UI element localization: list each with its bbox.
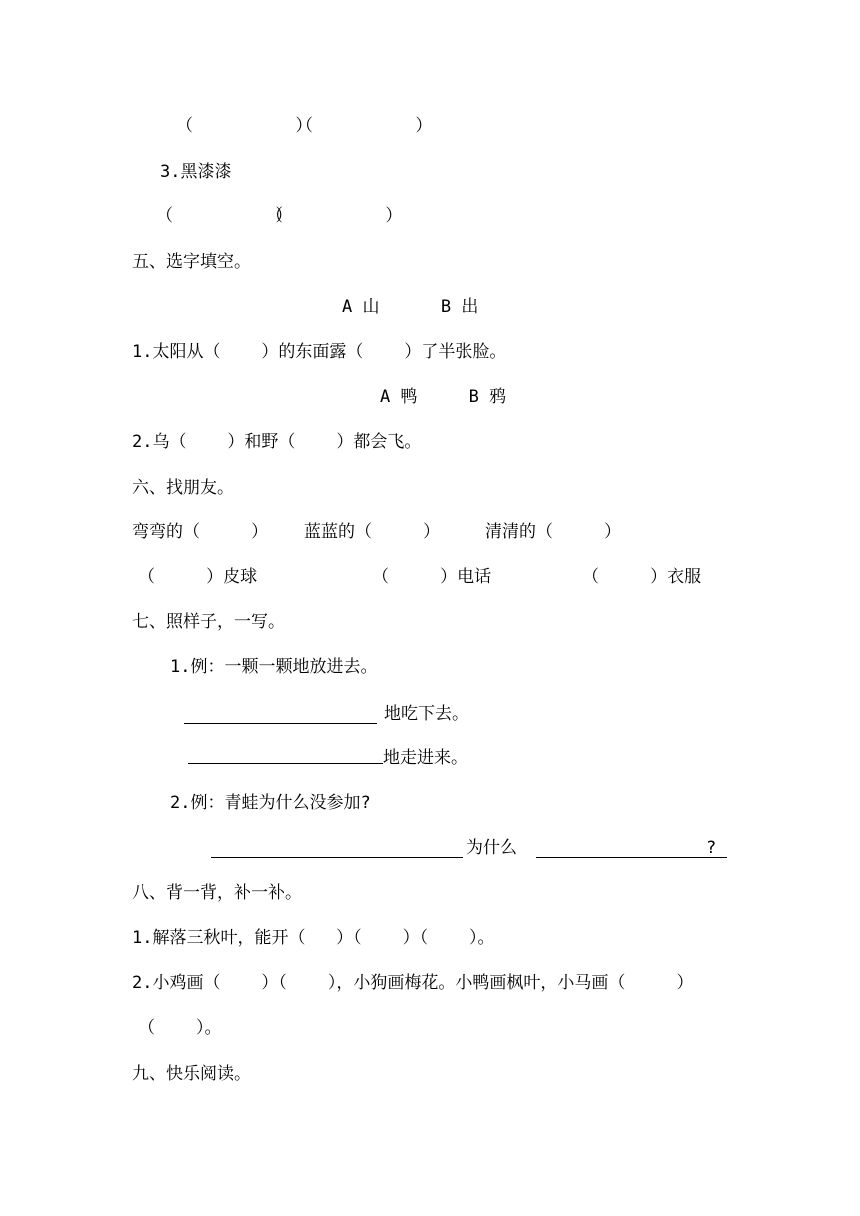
blank-pair-b: （ ） bbox=[296, 116, 433, 136]
answer-line bbox=[188, 763, 383, 764]
section-7-heading: 七、照样子，一写。 bbox=[132, 612, 285, 632]
section-5-heading: 五、选字填空。 bbox=[132, 252, 251, 272]
example-1-line1-suffix: 地吃下去。 bbox=[384, 704, 469, 724]
example-2-end: ? bbox=[706, 838, 717, 858]
item-3-blank-b: （ ） bbox=[266, 206, 403, 226]
q1-options: A 山 B 出 bbox=[342, 297, 479, 317]
answer-line bbox=[184, 723, 377, 724]
q2-options: A 鸭 B 鸦 bbox=[380, 387, 507, 407]
example-2-middle: 为什么 bbox=[466, 838, 517, 858]
match-right-3: （ ）衣服 bbox=[582, 567, 702, 587]
item-3-label: 3.黑漆漆 bbox=[160, 162, 232, 182]
section-9-heading: 九、快乐阅读。 bbox=[132, 1064, 251, 1084]
example-1-line2-suffix: 地走进来。 bbox=[383, 748, 468, 768]
example-2: 2.例：青蛙为什么没参加? bbox=[170, 793, 371, 813]
match-left-1: 弯弯的（ ） bbox=[132, 522, 269, 542]
poem-q2-continued: （ ）。 bbox=[138, 1018, 222, 1038]
q1-sentence: 1.太阳从（ ）的东面露（ ）了半张脸。 bbox=[132, 342, 507, 362]
blank-pair-a: （ ） bbox=[176, 116, 313, 136]
answer-line bbox=[536, 857, 727, 858]
answer-line bbox=[211, 857, 463, 858]
match-left-3: 清清的（ ） bbox=[485, 522, 622, 542]
section-6-heading: 六、找朋友。 bbox=[132, 478, 234, 498]
poem-q2: 2.小鸡画（ ）（ ），小狗画梅花。小鸭画枫叶，小马画（ ） bbox=[132, 973, 694, 993]
match-left-2: 蓝蓝的（ ） bbox=[304, 522, 441, 542]
example-1: 1.例：一颗一颗地放进去。 bbox=[170, 657, 378, 677]
item-3-blank-a: （ ） bbox=[156, 206, 293, 226]
poem-q1: 1.解落三秋叶，能开（ ）（ ）（ ）。 bbox=[132, 928, 495, 948]
section-8-heading: 八、背一背，补一补。 bbox=[132, 883, 302, 903]
q2-sentence: 2.乌（ ）和野（ ）都会飞。 bbox=[132, 432, 422, 452]
match-right-1: （ ）皮球 bbox=[138, 567, 258, 587]
match-right-2: （ ）电话 bbox=[372, 567, 492, 587]
